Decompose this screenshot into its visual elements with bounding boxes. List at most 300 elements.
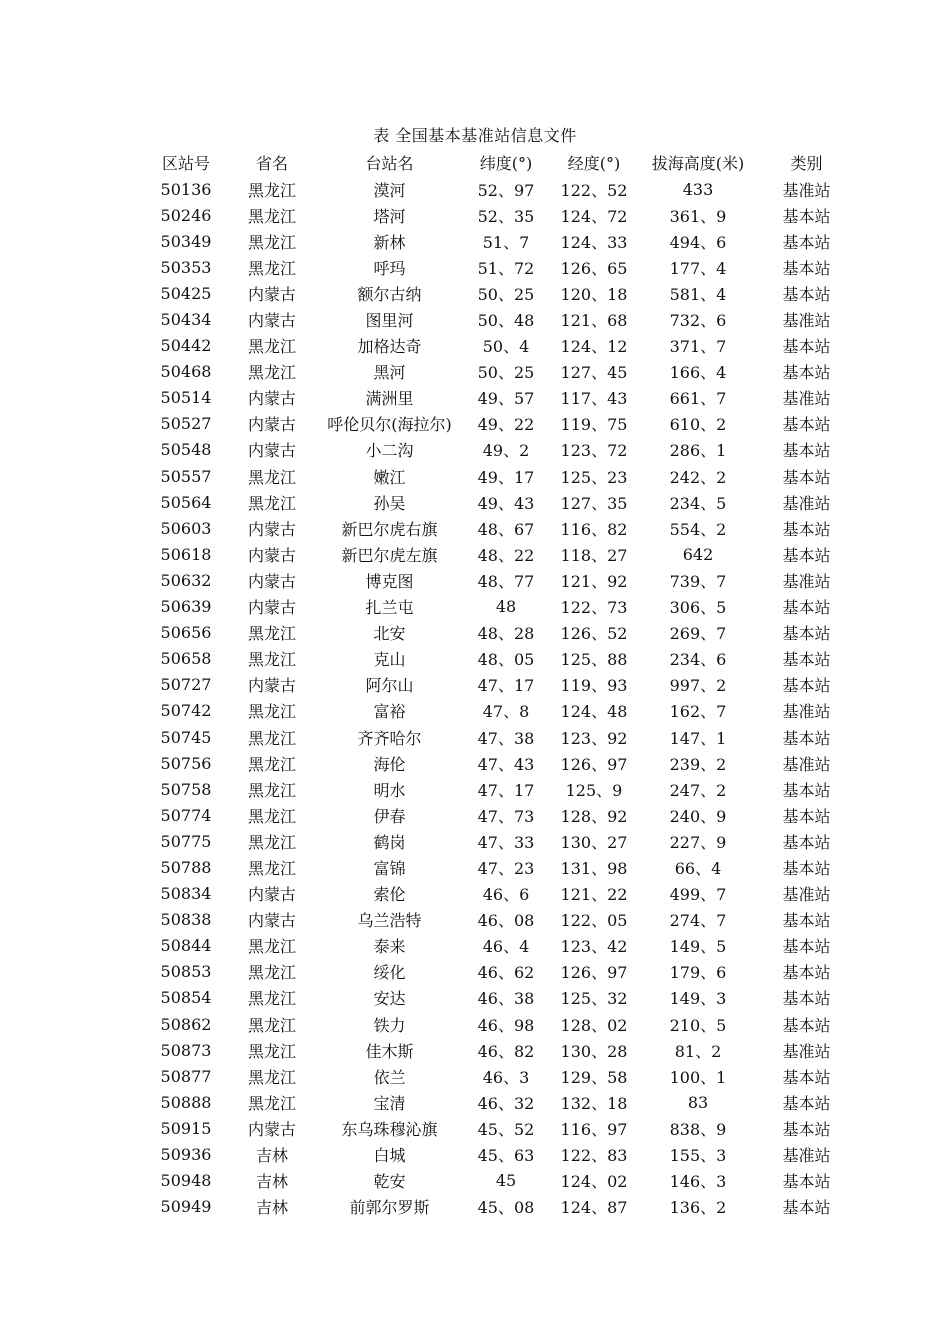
province-cell: 黑龙江 bbox=[247, 232, 296, 252]
latitude-cell: 47、17 bbox=[477, 676, 535, 696]
table-row bbox=[140, 463, 860, 489]
station-name-cell: 伊春 bbox=[373, 806, 406, 826]
category-cell: 基准站 bbox=[782, 1146, 831, 1166]
latitude-cell: 48、05 bbox=[477, 650, 535, 670]
latitude-cell: 50、25 bbox=[477, 284, 535, 304]
longitude-cell: 125、9 bbox=[565, 780, 623, 800]
longitude-cell: 122、83 bbox=[560, 1146, 628, 1166]
station-id-cell: 50758 bbox=[160, 779, 212, 799]
column-header-latitude: 纬度(°) bbox=[479, 154, 533, 173]
altitude-cell: 83 bbox=[687, 1092, 709, 1112]
table-row bbox=[140, 202, 860, 228]
category-cell: 基准站 bbox=[782, 702, 831, 722]
table-row bbox=[140, 646, 860, 672]
province-cell: 黑龙江 bbox=[247, 806, 296, 826]
station-name-cell: 塔河 bbox=[373, 206, 406, 226]
altitude-cell: 155、3 bbox=[669, 1146, 727, 1166]
category-cell: 基本站 bbox=[782, 545, 831, 565]
latitude-cell: 49、57 bbox=[477, 389, 535, 409]
longitude-cell: 123、92 bbox=[560, 728, 628, 748]
altitude-cell: 227、9 bbox=[669, 832, 727, 852]
province-cell: 吉林 bbox=[255, 1198, 288, 1218]
table-row bbox=[140, 1194, 860, 1220]
station-name-cell: 博克图 bbox=[365, 571, 414, 591]
category-cell: 基本站 bbox=[782, 780, 831, 800]
altitude-cell: 581、4 bbox=[669, 284, 727, 304]
station-name-cell: 白城 bbox=[373, 1146, 406, 1166]
category-cell: 基本站 bbox=[782, 624, 831, 644]
station-id-cell: 50548 bbox=[160, 440, 212, 460]
category-cell: 基本站 bbox=[782, 258, 831, 278]
latitude-cell: 47、38 bbox=[477, 728, 535, 748]
station-name-cell: 海伦 bbox=[373, 754, 406, 774]
altitude-cell: 554、2 bbox=[669, 519, 727, 539]
category-cell: 基本站 bbox=[782, 206, 831, 226]
longitude-cell: 124、33 bbox=[560, 232, 628, 252]
latitude-cell: 46、08 bbox=[477, 911, 535, 931]
station-name-cell: 嫩江 bbox=[373, 467, 406, 487]
latitude-cell: 48、67 bbox=[477, 519, 535, 539]
altitude-cell: 149、3 bbox=[669, 989, 727, 1009]
station-id-cell: 50915 bbox=[160, 1118, 212, 1138]
station-id-cell: 50873 bbox=[160, 1040, 212, 1060]
province-cell: 黑龙江 bbox=[247, 1067, 296, 1087]
latitude-cell: 50、48 bbox=[477, 311, 535, 331]
longitude-cell: 128、92 bbox=[560, 806, 628, 826]
table-row bbox=[140, 1011, 860, 1037]
table-row bbox=[140, 672, 860, 698]
altitude-cell: 997、2 bbox=[669, 676, 727, 696]
province-cell: 吉林 bbox=[255, 1146, 288, 1166]
station-name-cell: 明水 bbox=[373, 780, 406, 800]
province-cell: 黑龙江 bbox=[247, 624, 296, 644]
station-id-cell: 50434 bbox=[160, 310, 212, 330]
header-row bbox=[140, 149, 860, 176]
station-id-cell: 50877 bbox=[160, 1066, 212, 1086]
longitude-cell: 120、18 bbox=[560, 284, 628, 304]
longitude-cell: 121、92 bbox=[560, 571, 628, 591]
latitude-cell: 47、33 bbox=[477, 832, 535, 852]
station-name-cell: 富裕 bbox=[373, 702, 406, 722]
longitude-cell: 124、48 bbox=[560, 702, 628, 722]
table-row bbox=[140, 698, 860, 724]
category-cell: 基本站 bbox=[782, 989, 831, 1009]
table-row bbox=[140, 1063, 860, 1089]
province-cell: 黑龙江 bbox=[247, 858, 296, 878]
altitude-cell: 269、7 bbox=[669, 624, 727, 644]
latitude-cell: 46、38 bbox=[477, 989, 535, 1009]
table-row bbox=[140, 1141, 860, 1167]
province-cell: 内蒙古 bbox=[247, 598, 296, 618]
province-cell: 黑龙江 bbox=[247, 1093, 296, 1113]
altitude-cell: 306、5 bbox=[669, 598, 727, 618]
station-id-cell: 50727 bbox=[160, 675, 212, 695]
altitude-cell: 100、1 bbox=[669, 1067, 727, 1087]
column-header-altitude: 拔海高度(米) bbox=[651, 154, 745, 173]
station-name-cell: 扎兰屯 bbox=[365, 598, 414, 618]
station-id-cell: 50949 bbox=[160, 1197, 212, 1217]
longitude-cell: 123、42 bbox=[560, 937, 628, 957]
station-name-cell: 阿尔山 bbox=[365, 676, 414, 696]
latitude-cell: 45、52 bbox=[477, 1119, 535, 1139]
latitude-cell: 52、35 bbox=[477, 206, 535, 226]
category-cell: 基准站 bbox=[782, 311, 831, 331]
province-cell: 黑龙江 bbox=[247, 702, 296, 722]
latitude-cell: 48、22 bbox=[477, 545, 535, 565]
station-id-cell: 50527 bbox=[160, 414, 212, 434]
longitude-cell: 116、82 bbox=[560, 519, 628, 539]
longitude-cell: 122、73 bbox=[560, 598, 628, 618]
longitude-cell: 118、27 bbox=[560, 545, 628, 565]
province-cell: 黑龙江 bbox=[247, 754, 296, 774]
table-row bbox=[140, 907, 860, 933]
table-header bbox=[140, 149, 860, 176]
station-id-cell: 50632 bbox=[160, 570, 212, 590]
altitude-cell: 136、2 bbox=[669, 1198, 727, 1218]
category-cell: 基准站 bbox=[782, 1041, 831, 1061]
column-header-longitude: 经度(°) bbox=[567, 154, 621, 173]
table-row bbox=[140, 933, 860, 959]
altitude-cell: 166、4 bbox=[669, 363, 727, 383]
latitude-cell: 46、82 bbox=[477, 1041, 535, 1061]
table-row bbox=[140, 176, 860, 202]
category-cell: 基本站 bbox=[782, 467, 831, 487]
category-cell: 基本站 bbox=[782, 806, 831, 826]
station-name-cell: 额尔古纳 bbox=[357, 284, 422, 304]
table-row bbox=[140, 828, 860, 854]
station-name-cell: 宝清 bbox=[373, 1093, 406, 1113]
table-body bbox=[140, 176, 860, 1220]
station-id-cell: 50468 bbox=[160, 362, 212, 382]
longitude-cell: 124、12 bbox=[560, 337, 628, 357]
longitude-cell: 122、52 bbox=[560, 180, 628, 200]
latitude-cell: 46、98 bbox=[477, 1015, 535, 1035]
station-name-cell: 新巴尔虎左旗 bbox=[341, 545, 438, 565]
longitude-cell: 121、22 bbox=[560, 885, 628, 905]
longitude-cell: 126、97 bbox=[560, 754, 628, 774]
station-name-cell: 呼伦贝尔(海拉尔) bbox=[327, 415, 452, 435]
altitude-cell: 371、7 bbox=[669, 337, 727, 357]
station-id-cell: 50442 bbox=[160, 336, 212, 356]
category-cell: 基本站 bbox=[782, 284, 831, 304]
altitude-cell: 162、7 bbox=[669, 702, 727, 722]
table-row bbox=[140, 1115, 860, 1141]
altitude-cell: 242、2 bbox=[669, 467, 727, 487]
province-cell: 黑龙江 bbox=[247, 467, 296, 487]
station-id-cell: 50658 bbox=[160, 649, 212, 669]
province-cell: 黑龙江 bbox=[247, 258, 296, 278]
longitude-cell: 123、72 bbox=[560, 441, 628, 461]
table-row bbox=[140, 411, 860, 437]
province-cell: 吉林 bbox=[255, 1172, 288, 1192]
latitude-cell: 46、62 bbox=[477, 963, 535, 983]
province-cell: 内蒙古 bbox=[247, 519, 296, 539]
station-name-cell: 北安 bbox=[373, 624, 406, 644]
station-table bbox=[140, 149, 860, 1220]
station-name-cell: 齐齐哈尔 bbox=[357, 728, 422, 748]
category-cell: 基本站 bbox=[782, 650, 831, 670]
table-row bbox=[140, 881, 860, 907]
latitude-cell: 46、4 bbox=[482, 937, 530, 957]
station-name-cell: 前郭尔罗斯 bbox=[349, 1198, 430, 1218]
category-cell: 基本站 bbox=[782, 337, 831, 357]
station-name-cell: 佳木斯 bbox=[365, 1041, 414, 1061]
station-name-cell: 富锦 bbox=[373, 858, 406, 878]
table-row bbox=[140, 437, 860, 463]
category-cell: 基准站 bbox=[782, 885, 831, 905]
altitude-cell: 179、6 bbox=[669, 963, 727, 983]
station-id-cell: 50888 bbox=[160, 1092, 212, 1112]
station-name-cell: 新林 bbox=[373, 232, 406, 252]
table-row bbox=[140, 776, 860, 802]
table-row bbox=[140, 333, 860, 359]
province-cell: 内蒙古 bbox=[247, 676, 296, 696]
province-cell: 内蒙古 bbox=[247, 415, 296, 435]
latitude-cell: 47、43 bbox=[477, 754, 535, 774]
station-id-cell: 50756 bbox=[160, 753, 212, 773]
category-cell: 基本站 bbox=[782, 858, 831, 878]
province-cell: 黑龙江 bbox=[247, 832, 296, 852]
longitude-cell: 126、65 bbox=[560, 258, 628, 278]
station-name-cell: 铁力 bbox=[373, 1015, 406, 1035]
station-id-cell: 50788 bbox=[160, 857, 212, 877]
altitude-cell: 239、2 bbox=[669, 754, 727, 774]
table-row bbox=[140, 280, 860, 306]
station-id-cell: 50745 bbox=[160, 727, 212, 747]
altitude-cell: 149、5 bbox=[669, 937, 727, 957]
category-cell: 基本站 bbox=[782, 1015, 831, 1035]
table-row bbox=[140, 567, 860, 593]
longitude-cell: 130、27 bbox=[560, 832, 628, 852]
longitude-cell: 124、02 bbox=[560, 1172, 628, 1192]
station-name-cell: 依兰 bbox=[373, 1067, 406, 1087]
latitude-cell: 51、7 bbox=[482, 232, 530, 252]
station-name-cell: 呼玛 bbox=[373, 258, 406, 278]
province-cell: 黑龙江 bbox=[247, 1015, 296, 1035]
category-cell: 基准站 bbox=[782, 493, 831, 513]
province-cell: 内蒙古 bbox=[247, 1119, 296, 1139]
table-row bbox=[140, 385, 860, 411]
province-cell: 黑龙江 bbox=[247, 937, 296, 957]
altitude-cell: 610、2 bbox=[669, 415, 727, 435]
province-cell: 内蒙古 bbox=[247, 311, 296, 331]
altitude-cell: 81、2 bbox=[674, 1041, 722, 1061]
table-row bbox=[140, 254, 860, 280]
table-row bbox=[140, 359, 860, 385]
table-row bbox=[140, 854, 860, 880]
latitude-cell: 52、97 bbox=[477, 180, 535, 200]
province-cell: 内蒙古 bbox=[247, 911, 296, 931]
table-row bbox=[140, 985, 860, 1011]
station-name-cell: 泰来 bbox=[373, 937, 406, 957]
longitude-cell: 128、02 bbox=[560, 1015, 628, 1035]
station-name-cell: 加格达奇 bbox=[357, 337, 422, 357]
altitude-cell: 433 bbox=[682, 179, 714, 199]
province-cell: 内蒙古 bbox=[247, 545, 296, 565]
table-row bbox=[140, 306, 860, 332]
station-id-cell: 50834 bbox=[160, 884, 212, 904]
province-cell: 内蒙古 bbox=[247, 885, 296, 905]
longitude-cell: 131、98 bbox=[560, 858, 628, 878]
station-name-cell: 图里河 bbox=[365, 311, 414, 331]
latitude-cell: 45 bbox=[495, 1171, 517, 1191]
category-cell: 基本站 bbox=[782, 519, 831, 539]
province-cell: 黑龙江 bbox=[247, 206, 296, 226]
province-cell: 内蒙古 bbox=[247, 389, 296, 409]
table-row bbox=[140, 1037, 860, 1063]
longitude-cell: 132、18 bbox=[560, 1093, 628, 1113]
longitude-cell: 117、43 bbox=[560, 389, 628, 409]
altitude-cell: 499、7 bbox=[669, 885, 727, 905]
table-row bbox=[140, 228, 860, 254]
altitude-cell: 739、7 bbox=[669, 571, 727, 591]
latitude-cell: 50、4 bbox=[482, 337, 530, 357]
table-row bbox=[140, 750, 860, 776]
altitude-cell: 642 bbox=[682, 544, 714, 564]
table-row bbox=[140, 1168, 860, 1194]
altitude-cell: 177、4 bbox=[669, 258, 727, 278]
altitude-cell: 286、1 bbox=[669, 441, 727, 461]
longitude-cell: 121、68 bbox=[560, 311, 628, 331]
longitude-cell: 122、05 bbox=[560, 911, 628, 931]
station-id-cell: 50742 bbox=[160, 701, 212, 721]
altitude-cell: 146、3 bbox=[669, 1172, 727, 1192]
latitude-cell: 48 bbox=[495, 597, 517, 617]
latitude-cell: 49、2 bbox=[482, 441, 530, 461]
category-cell: 基本站 bbox=[782, 1119, 831, 1139]
altitude-cell: 210、5 bbox=[669, 1015, 727, 1035]
station-name-cell: 满洲里 bbox=[365, 389, 414, 409]
table-row bbox=[140, 594, 860, 620]
latitude-cell: 49、17 bbox=[477, 467, 535, 487]
latitude-cell: 46、6 bbox=[482, 885, 530, 905]
station-name-cell: 安达 bbox=[373, 989, 406, 1009]
latitude-cell: 45、08 bbox=[477, 1198, 535, 1218]
province-cell: 内蒙古 bbox=[247, 284, 296, 304]
table-row bbox=[140, 802, 860, 828]
station-name-cell: 漠河 bbox=[373, 180, 406, 200]
latitude-cell: 47、17 bbox=[477, 780, 535, 800]
altitude-cell: 361、9 bbox=[669, 206, 727, 226]
longitude-cell: 126、97 bbox=[560, 963, 628, 983]
longitude-cell: 124、87 bbox=[560, 1198, 628, 1218]
province-cell: 黑龙江 bbox=[247, 337, 296, 357]
province-cell: 黑龙江 bbox=[247, 363, 296, 383]
station-id-cell: 50618 bbox=[160, 544, 212, 564]
longitude-cell: 125、23 bbox=[560, 467, 628, 487]
station-name-cell: 绥化 bbox=[373, 963, 406, 983]
table-row bbox=[140, 489, 860, 515]
category-cell: 基准站 bbox=[782, 180, 831, 200]
column-header-station-id: 区站号 bbox=[161, 154, 210, 173]
table-row bbox=[140, 620, 860, 646]
station-id-cell: 50838 bbox=[160, 910, 212, 930]
altitude-cell: 66、4 bbox=[674, 858, 722, 878]
station-id-cell: 50603 bbox=[160, 518, 212, 538]
table-row bbox=[140, 515, 860, 541]
province-cell: 黑龙江 bbox=[247, 493, 296, 513]
category-cell: 基本站 bbox=[782, 441, 831, 461]
longitude-cell: 126、52 bbox=[560, 624, 628, 644]
altitude-cell: 838、9 bbox=[669, 1119, 727, 1139]
longitude-cell: 127、35 bbox=[560, 493, 628, 513]
category-cell: 基本站 bbox=[782, 963, 831, 983]
column-header-category: 类别 bbox=[790, 154, 823, 173]
province-cell: 黑龙江 bbox=[247, 963, 296, 983]
station-name-cell: 克山 bbox=[373, 650, 406, 670]
station-id-cell: 50136 bbox=[160, 179, 212, 199]
altitude-cell: 274、7 bbox=[669, 911, 727, 931]
province-cell: 黑龙江 bbox=[247, 1041, 296, 1061]
latitude-cell: 50、25 bbox=[477, 363, 535, 383]
station-name-cell: 小二沟 bbox=[365, 441, 414, 461]
station-id-cell: 50775 bbox=[160, 831, 212, 851]
station-name-cell: 乌兰浩特 bbox=[357, 911, 422, 931]
table-row bbox=[140, 1089, 860, 1115]
category-cell: 基本站 bbox=[782, 598, 831, 618]
category-cell: 基本站 bbox=[782, 728, 831, 748]
province-cell: 黑龙江 bbox=[247, 989, 296, 1009]
station-name-cell: 鹤岗 bbox=[373, 832, 406, 852]
category-cell: 基本站 bbox=[782, 676, 831, 696]
province-cell: 黑龙江 bbox=[247, 650, 296, 670]
column-header-station-name: 台站名 bbox=[365, 154, 414, 173]
province-cell: 黑龙江 bbox=[247, 728, 296, 748]
station-name-cell: 孙吴 bbox=[373, 493, 406, 513]
province-cell: 黑龙江 bbox=[247, 780, 296, 800]
category-cell: 基本站 bbox=[782, 1067, 831, 1087]
station-id-cell: 50854 bbox=[160, 988, 212, 1008]
latitude-cell: 48、77 bbox=[477, 571, 535, 591]
station-id-cell: 50514 bbox=[160, 388, 212, 408]
altitude-cell: 240、9 bbox=[669, 806, 727, 826]
longitude-cell: 125、32 bbox=[560, 989, 628, 1009]
category-cell: 基本站 bbox=[782, 415, 831, 435]
altitude-cell: 732、6 bbox=[669, 311, 727, 331]
longitude-cell: 119、93 bbox=[560, 676, 628, 696]
category-cell: 基本站 bbox=[782, 832, 831, 852]
station-id-cell: 50853 bbox=[160, 962, 212, 982]
latitude-cell: 47、8 bbox=[482, 702, 530, 722]
latitude-cell: 47、73 bbox=[477, 806, 535, 826]
station-id-cell: 50639 bbox=[160, 597, 212, 617]
category-cell: 基本站 bbox=[782, 1172, 831, 1192]
station-name-cell: 黑河 bbox=[373, 363, 406, 383]
station-id-cell: 50564 bbox=[160, 492, 212, 512]
category-cell: 基本站 bbox=[782, 232, 831, 252]
category-cell: 基本站 bbox=[782, 363, 831, 383]
category-cell: 基本站 bbox=[782, 1198, 831, 1218]
station-id-cell: 50862 bbox=[160, 1014, 212, 1034]
category-cell: 基准站 bbox=[782, 389, 831, 409]
station-id-cell: 50349 bbox=[160, 231, 212, 251]
station-id-cell: 50656 bbox=[160, 623, 212, 643]
document-title: 表 全国基本基准站信息文件 bbox=[373, 126, 577, 145]
category-cell: 基本站 bbox=[782, 911, 831, 931]
station-id-cell: 50557 bbox=[160, 466, 212, 486]
latitude-cell: 49、43 bbox=[477, 493, 535, 513]
station-name-cell: 索伦 bbox=[373, 885, 406, 905]
province-cell: 内蒙古 bbox=[247, 571, 296, 591]
longitude-cell: 125、88 bbox=[560, 650, 628, 670]
table-row bbox=[140, 724, 860, 750]
province-cell: 黑龙江 bbox=[247, 180, 296, 200]
station-name-cell: 新巴尔虎右旗 bbox=[341, 519, 438, 539]
station-id-cell: 50425 bbox=[160, 283, 212, 303]
category-cell: 基本站 bbox=[782, 1093, 831, 1113]
category-cell: 基准站 bbox=[782, 571, 831, 591]
longitude-cell: 129、58 bbox=[560, 1067, 628, 1087]
